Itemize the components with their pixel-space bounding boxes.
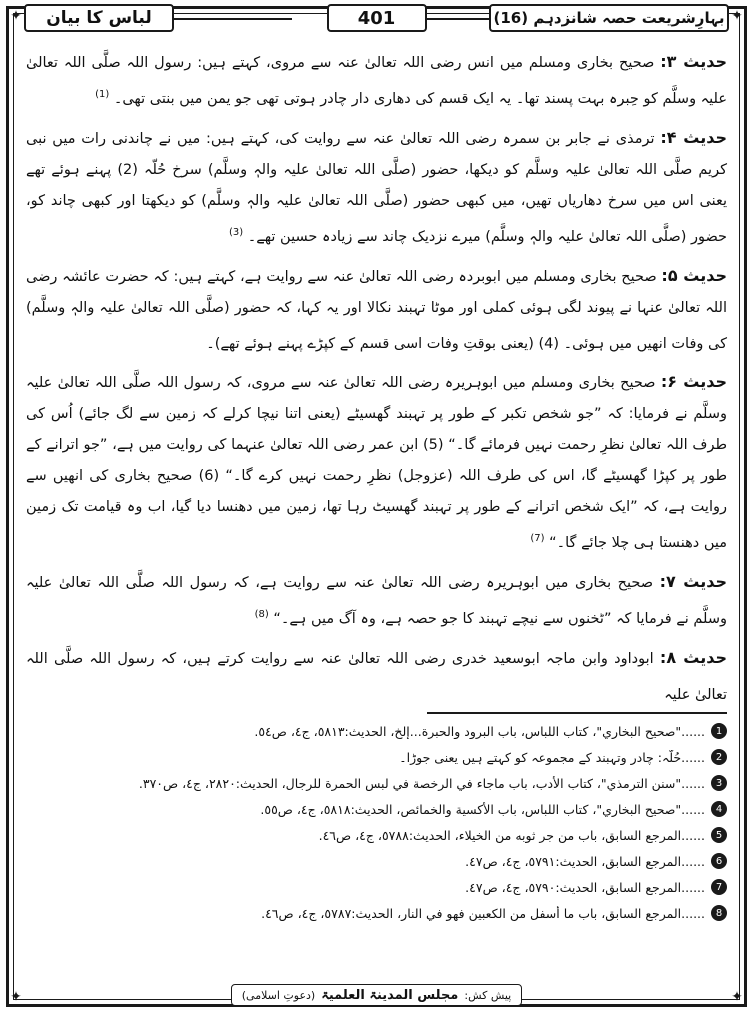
- hadith-label: حدیث ۴:: [660, 127, 728, 147]
- hadith-label: حدیث ۵:: [661, 265, 728, 285]
- footnote-item: [26, 900, 727, 926]
- hadith-label: حدیث ۷:: [659, 572, 727, 592]
- footnote-text: ......المرجع السابق، باب ما أسفل من الكعبين فهو في النار، الحديث:٥٧٨٧، ج٤، ص٤٦.: [261, 905, 705, 921]
- hadith-paragraph: [26, 260, 727, 360]
- footnote-item: [26, 744, 727, 770]
- hadith-label: حدیث ۶:: [660, 372, 727, 392]
- hadith-text: صحیح بخاری ومسلم میں انس رضی اللہ تعالیٰ عنہ سے مروی، کہتے ہیں: رسول اللہ صلَّی اللہ تعالیٰ علیہ وسلَّم کو حِبرہ بہت پسند تھا۔ یہ ایک قسم کی دھاری دار چادر ہوتی تھی جو یمن میں بنتی تھی۔: [26, 55, 727, 107]
- page-number: 401: [327, 4, 427, 32]
- hadith-text: صحیح بخاری میں ابوہریرہ رضی اللہ تعالیٰ عنہ سے روایت ہے، کہ رسول اللہ صلَّی اللہ تعالیٰ علیہ وسلَّم نے فرمایا کہ ”ٹخنوں سے نیچے تہبند کا جو حصہ ہے، وہ آگ میں ہے۔“: [26, 575, 727, 628]
- footnote-item: [26, 718, 727, 744]
- header-divider: [174, 18, 292, 20]
- footnotes: [26, 718, 727, 926]
- footnote-number: 6: [711, 853, 727, 869]
- page-header: [24, 4, 729, 34]
- hadith-paragraph: [26, 566, 727, 635]
- footnote-ref[interactable]: (3): [228, 226, 244, 238]
- footnote-ref[interactable]: (8): [254, 609, 269, 621]
- page-footer: [0, 984, 753, 1006]
- corner-ornament-icon: ✦: [10, 989, 22, 1005]
- footnote-item: [26, 848, 727, 874]
- footnote-text: ......المرجع السابق، الحديث:٥٧٩٠، ج٤، ص٤٧.: [465, 879, 705, 895]
- hadith-paragraph: [26, 46, 727, 115]
- footnote-separator: [427, 712, 727, 714]
- footnote-ref[interactable]: (7): [530, 533, 545, 545]
- hadith-label: حدیث ۸:: [659, 648, 727, 668]
- hadith-text: صحیح بخاری ومسلم میں ابوبردہ رضی اللہ تعالیٰ عنہ سے روایت ہے، کہتے ہیں: کہ حضرت عائشہ رضی اللہ تعالیٰ عنہا نے پیوند لگی ہوئی کملی اور موٹا تہبند نکالا اور یہ کہا، کہ حضور (صلَّی اللہ تعالیٰ علیہ والہٖ وسلَّم) کی وفات انھیں میں ہوئی۔ (4) (یعنی بوقتِ وفات اسی قسم کے کپڑے پہنے ہوئے تھے)۔: [26, 268, 727, 352]
- footnote-text: ......"صحيح البخاري"، كتاب اللباس، باب البرود والحبرة...إلخ، الحديث:٥٨١٣، ج٤، ص٥٤.: [254, 723, 705, 739]
- presenter-label: پیش کش:: [464, 988, 512, 1002]
- footnote-number: 5: [711, 827, 727, 843]
- hadith-paragraph: [26, 122, 727, 253]
- corner-ornament-icon: ✦: [731, 8, 743, 24]
- footnote-text: ......حُلّہ: چادر وتہبند کے مجموعہ کو کہتے ہیں یعنی جوڑا۔: [399, 749, 705, 765]
- publisher-name: مجلس المدینۃ العلمیۃ: [321, 987, 459, 1003]
- hadith-text: ابوداود وابن ماجہ ابوسعید خدری رضی اللہ تعالیٰ عنہ سے روایت کرتے ہیں، کہ رسول اللہ صلَّی اللہ تعالیٰ علیہ: [26, 651, 727, 703]
- corner-ornament-icon: ✦: [10, 8, 22, 24]
- corner-ornament-icon: ✦: [731, 989, 743, 1005]
- hadith-label: حدیث ۳:: [660, 52, 727, 71]
- footnote-item: [26, 770, 727, 796]
- footnote-number: 4: [711, 801, 727, 817]
- hadith-paragraph: [26, 366, 727, 559]
- footnote-item: [26, 796, 727, 822]
- footnote-number: 8: [711, 905, 727, 921]
- publisher-badge: [231, 984, 523, 1006]
- hadith-text: صحیح بخاری ومسلم میں ابوہریرہ رضی اللہ تعالیٰ عنہ سے مروی، کہ رسول اللہ صلَّی اللہ تعالیٰ علیہ وسلَّم نے فرمایا: کہ ”جو شخص تکبر کے طور پر تہبند گھسیٹے (یعنی اتنا نیچا کرلے کہ زمین سے لگ جائے) اُس کی طرف اللہ تعالیٰ نظرِ رحمت نہیں فرمائے گا۔“ (5) ابن عمر رضی اللہ تعالیٰ عنہما کی روایت میں ہے، ”جو اترانے کے طور پر کپڑا گھسیٹے گا، اس کی طرف اللہ (عزوجل) نظرِ رحمت نہیں کرے گا۔“ (6) صحیح بخاری کی انھیں سے روایت ہے، کہ ”ایک شخص اترانے کے طور پر تہبند گھسیٹ رہا تھا، زمین میں دھنسا دیا گیا، اب وہ قیامت تک زمین میں دھنستا ہی چلا جائے گا۔“: [26, 375, 728, 552]
- footnote-number: 2: [711, 749, 727, 765]
- footnote-text: ......المرجع السابق، باب من جر ثوبه من الخيلاء، الحديث:٥٧٨٨، ج٤، ص٤٦.: [318, 827, 705, 843]
- book-title: بہارِشریعت حصہ شانزدہم (16): [489, 4, 729, 32]
- publisher-subtitle: (دعوتِ اسلامی): [241, 988, 316, 1002]
- footnote-number: 1: [711, 723, 727, 739]
- footnote-number: 7: [711, 879, 727, 895]
- hadith-text: ترمذی نے جابر بن سمرہ رضی اللہ تعالیٰ عنہ سے روایت کی، کہتے ہیں: میں نے چاندنی رات میں نبی کریم صلَّی اللہ تعالیٰ علیہ وسلَّم کو دیکھا، حضور (صلَّی اللہ تعالیٰ علیہ والہٖ وسلَّم) سرخ حُلّہ (2) پہنے ہوئے تھے یعنی اس میں سرخ دھاریاں تھیں، میں کبھی حضور (صلَّی اللہ تعالیٰ علیہ والہٖ وسلَّم) کو دیکھتا اور کبھی چاند کو، حضور (صلَّی اللہ تعالیٰ علیہ والہٖ وسلَّم) میرے نزدیک چاند سے زیادہ حسین تھے۔: [26, 130, 727, 245]
- footnote-text: ......المرجع السابق، الحديث:٥٧٩١، ج٤، ص٤٧.: [465, 853, 705, 869]
- main-text: [26, 46, 727, 708]
- chapter-title: لباس کا بیان: [24, 4, 174, 32]
- footnote-text: ......"سنن الترمذي"، كتاب الأدب، باب ماجاء في الرخصة في لبس الحمرة للرجال، الحديث:٢٨٢٠، ج٤، ص٣٧٠.: [138, 775, 705, 791]
- footnote-text: ......"صحيح البخاري"، كتاب اللباس، باب الأكسية والخمائص، الحديث:٥٨١٨، ج٤، ص٥٥.: [260, 801, 705, 817]
- footnote-number: 3: [711, 775, 727, 791]
- footnote-ref[interactable]: (1): [95, 89, 110, 100]
- hadith-paragraph: [26, 642, 727, 711]
- footnote-item: [26, 822, 727, 848]
- footnote-item: [26, 874, 727, 900]
